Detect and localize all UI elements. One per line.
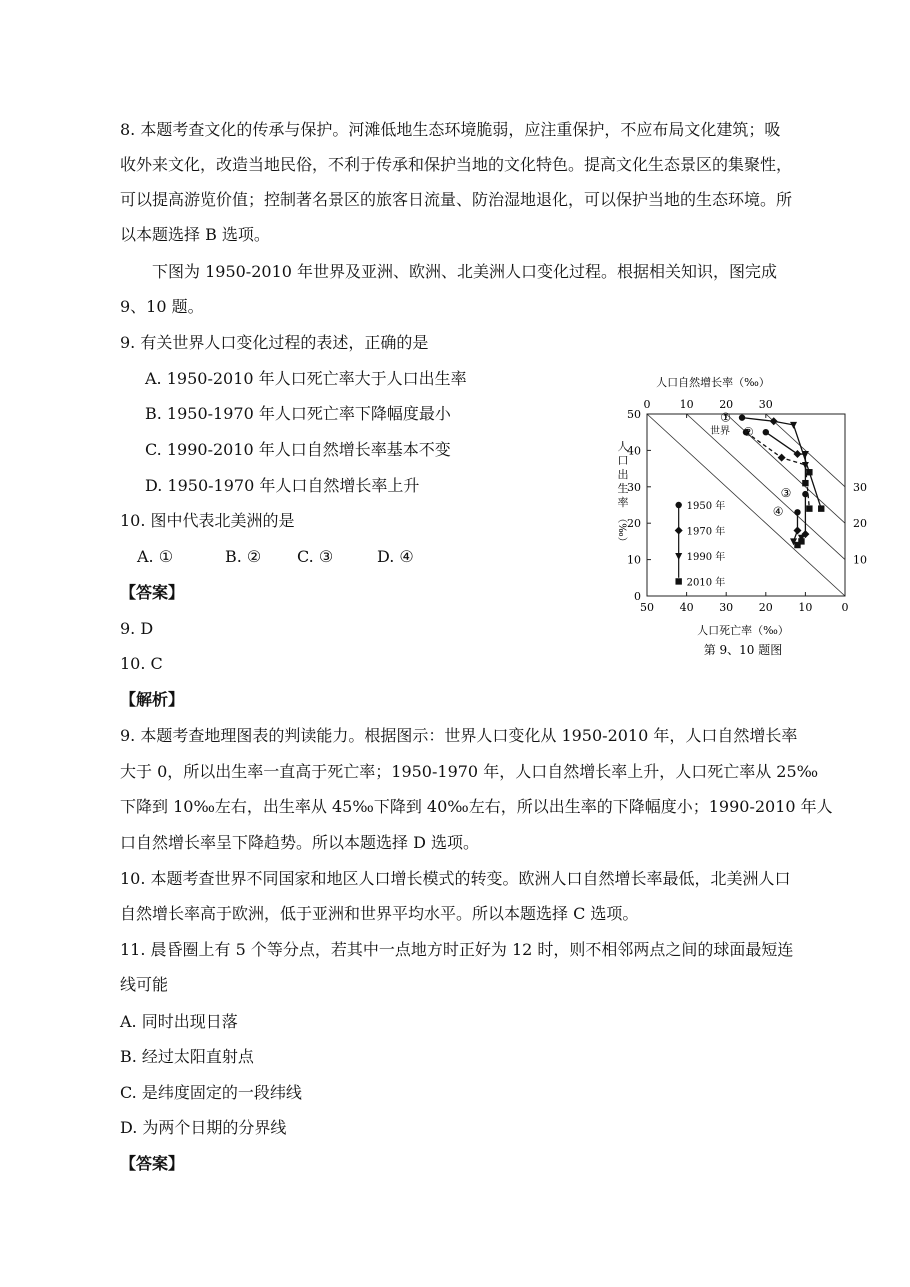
question-9-option-d: D. 1950-1970 年人口自然增长率上升	[145, 476, 420, 495]
series-point	[802, 491, 808, 497]
series-point	[806, 505, 812, 511]
para-q8-line-4: 以本题选择 B 选项。	[120, 225, 270, 244]
question-10-option-a: A. ①	[137, 547, 174, 566]
series-label: ③	[780, 486, 792, 501]
top-tick-label: 10	[679, 398, 694, 411]
answer-heading-11: 【答案】	[120, 1154, 185, 1173]
question-11-option-b: B. 经过太阳直射点	[120, 1047, 254, 1066]
question-10-option-b: B. ②	[225, 547, 262, 566]
question-9-option-c: C. 1990-2010 年人口自然增长率基本不变	[145, 440, 451, 459]
series-point	[794, 542, 800, 548]
question-10-option-d: D. ④	[377, 547, 414, 566]
x-tick-label: 10	[798, 601, 813, 614]
chart-title: 人口自然增长率（‰）	[656, 376, 770, 389]
series-point	[778, 454, 786, 462]
x-tick-label: 20	[758, 601, 773, 614]
right-tick-label: 20	[853, 517, 867, 531]
legend-label: 1950 年	[686, 501, 726, 512]
analysis-10-line-1: 10. 本题考查世界不同国家和地区人口增长模式的转变。欧洲人口自然增长率最低，北美洲人口	[120, 869, 791, 888]
chart-caption: 第 9、10 题图	[703, 643, 783, 657]
question-9-option-b: B. 1950-1970 年人口死亡率下降幅度最小	[145, 404, 451, 423]
series-point	[794, 509, 800, 515]
legend-label: 1990 年	[686, 551, 726, 563]
y-tick-label: 40	[627, 444, 641, 458]
question-10-option-c: C. ③	[297, 547, 334, 566]
series-point	[793, 526, 801, 534]
question-11-option-c: C. 是纬度固定的一段纬线	[120, 1083, 302, 1102]
analysis-heading: 【解析】	[120, 690, 185, 709]
ylabel-char: 率	[617, 496, 629, 509]
para-q8-line-1: 8. 本题考查文化的传承与保护。河滩低地生态环境脆弱，应注重保护，不应布局文化建筑；吸	[120, 120, 781, 139]
analysis-9-line-2: 大于 0，所以出生率一直高于死亡率；1950-1970 年，人口自然增长率上升，人口死亡率从 25‰	[120, 762, 819, 781]
legend-marker	[675, 553, 682, 560]
y-tick-label: 0	[634, 590, 641, 603]
right-tick-label: 10	[853, 553, 867, 567]
series-point	[739, 414, 745, 420]
series-point	[790, 422, 797, 429]
answer-10: 10. C	[120, 654, 163, 673]
top-tick-label: 0	[643, 398, 651, 411]
series-label: ②	[743, 425, 754, 440]
ylabel-unit: （‰）	[616, 513, 627, 547]
series-label: ①	[720, 410, 732, 425]
top-tick-label: 20	[719, 398, 734, 411]
intro-line-1: 下图为 1950-2010 年世界及亚洲、欧洲、北美洲人口变化过程。根据相关知识，图完成	[152, 262, 778, 281]
series-point	[793, 450, 801, 458]
question-9-option-a: A. 1950-2010 年人口死亡率大于人口出生率	[145, 369, 467, 388]
legend-marker	[675, 502, 681, 508]
question-11-option-d: D. 为两个日期的分界线	[120, 1118, 287, 1137]
x-tick-label: 40	[679, 601, 694, 614]
ylabel-char: 出	[617, 468, 629, 481]
population-chart	[605, 368, 865, 663]
series-point	[763, 429, 769, 435]
legend-marker	[675, 578, 681, 584]
question-11-line-2: 线可能	[120, 975, 169, 994]
series-point	[806, 469, 812, 475]
answer-heading: 【答案】	[120, 583, 185, 602]
y-tick-label: 30	[627, 480, 641, 494]
para-q8-line-2: 收外来文化，改造当地民俗，不利于传承和保护当地的文化特色。提高文化生态景区的集聚性，	[120, 155, 793, 174]
question-11-line-1: 11. 晨昏圈上有 5 个等分点，若其中一点地方时正好为 12 时，则不相邻两点之间的球面最短连	[120, 940, 794, 959]
analysis-9-line-4: 口自然增长率呈下降趋势。所以本题选择 D 选项。	[120, 833, 480, 852]
para-q8-line-3: 可以提高游览价值；控制著名景区的旅客日流量、防治湿地退化，可以保护当地的生态环境。所	[120, 190, 793, 209]
population-chart-svg	[605, 368, 865, 663]
top-tick-label: 30	[758, 398, 773, 411]
ylabel-char: 人	[617, 440, 629, 453]
intro-line-2: 9、10 题。	[120, 297, 204, 316]
answer-9: 9. D	[120, 619, 154, 638]
question-10-stem: 10. 图中代表北美洲的是	[120, 511, 295, 530]
right-tick-label: 30	[853, 480, 867, 494]
question-11-option-a: A. 同时出现日落	[120, 1012, 238, 1031]
ylabel-char: 口	[617, 454, 629, 467]
x-tick-label: 30	[719, 601, 734, 614]
series-point	[802, 480, 808, 486]
y-tick-label: 50	[627, 408, 641, 421]
analysis-10-line-2: 自然增长率高于欧洲，低于亚洲和世界平均水平。所以本题选择 C 选项。	[120, 904, 639, 923]
series-label: 世界	[710, 426, 730, 438]
chart-xlabel: 人口死亡率（‰）	[697, 624, 789, 637]
chart-plot-area	[627, 398, 867, 614]
series-point	[818, 505, 824, 511]
legend-marker	[675, 526, 683, 534]
question-9-stem: 9. 有关世界人口变化过程的表述，正确的是	[120, 333, 429, 352]
ylabel-char: 生	[617, 482, 629, 495]
y-tick-label: 20	[627, 517, 641, 531]
analysis-9-line-3: 下降到 10‰左右，出生率从 45‰下降到 40‰左右，所以出生率的下降幅度小；1990-2010 年人	[120, 797, 833, 816]
series-label: ④	[772, 504, 784, 519]
x-tick-label: 50	[640, 601, 654, 614]
legend-label: 1970 年	[686, 526, 726, 538]
y-tick-label: 10	[627, 553, 641, 567]
x-tick-label: 0	[841, 601, 849, 614]
analysis-9-line-1: 9. 本题考查地理图表的判读能力。根据图示：世界人口变化从 1950-2010 年，人口自然增长率	[120, 726, 798, 745]
legend-label: 2010 年	[686, 577, 726, 589]
